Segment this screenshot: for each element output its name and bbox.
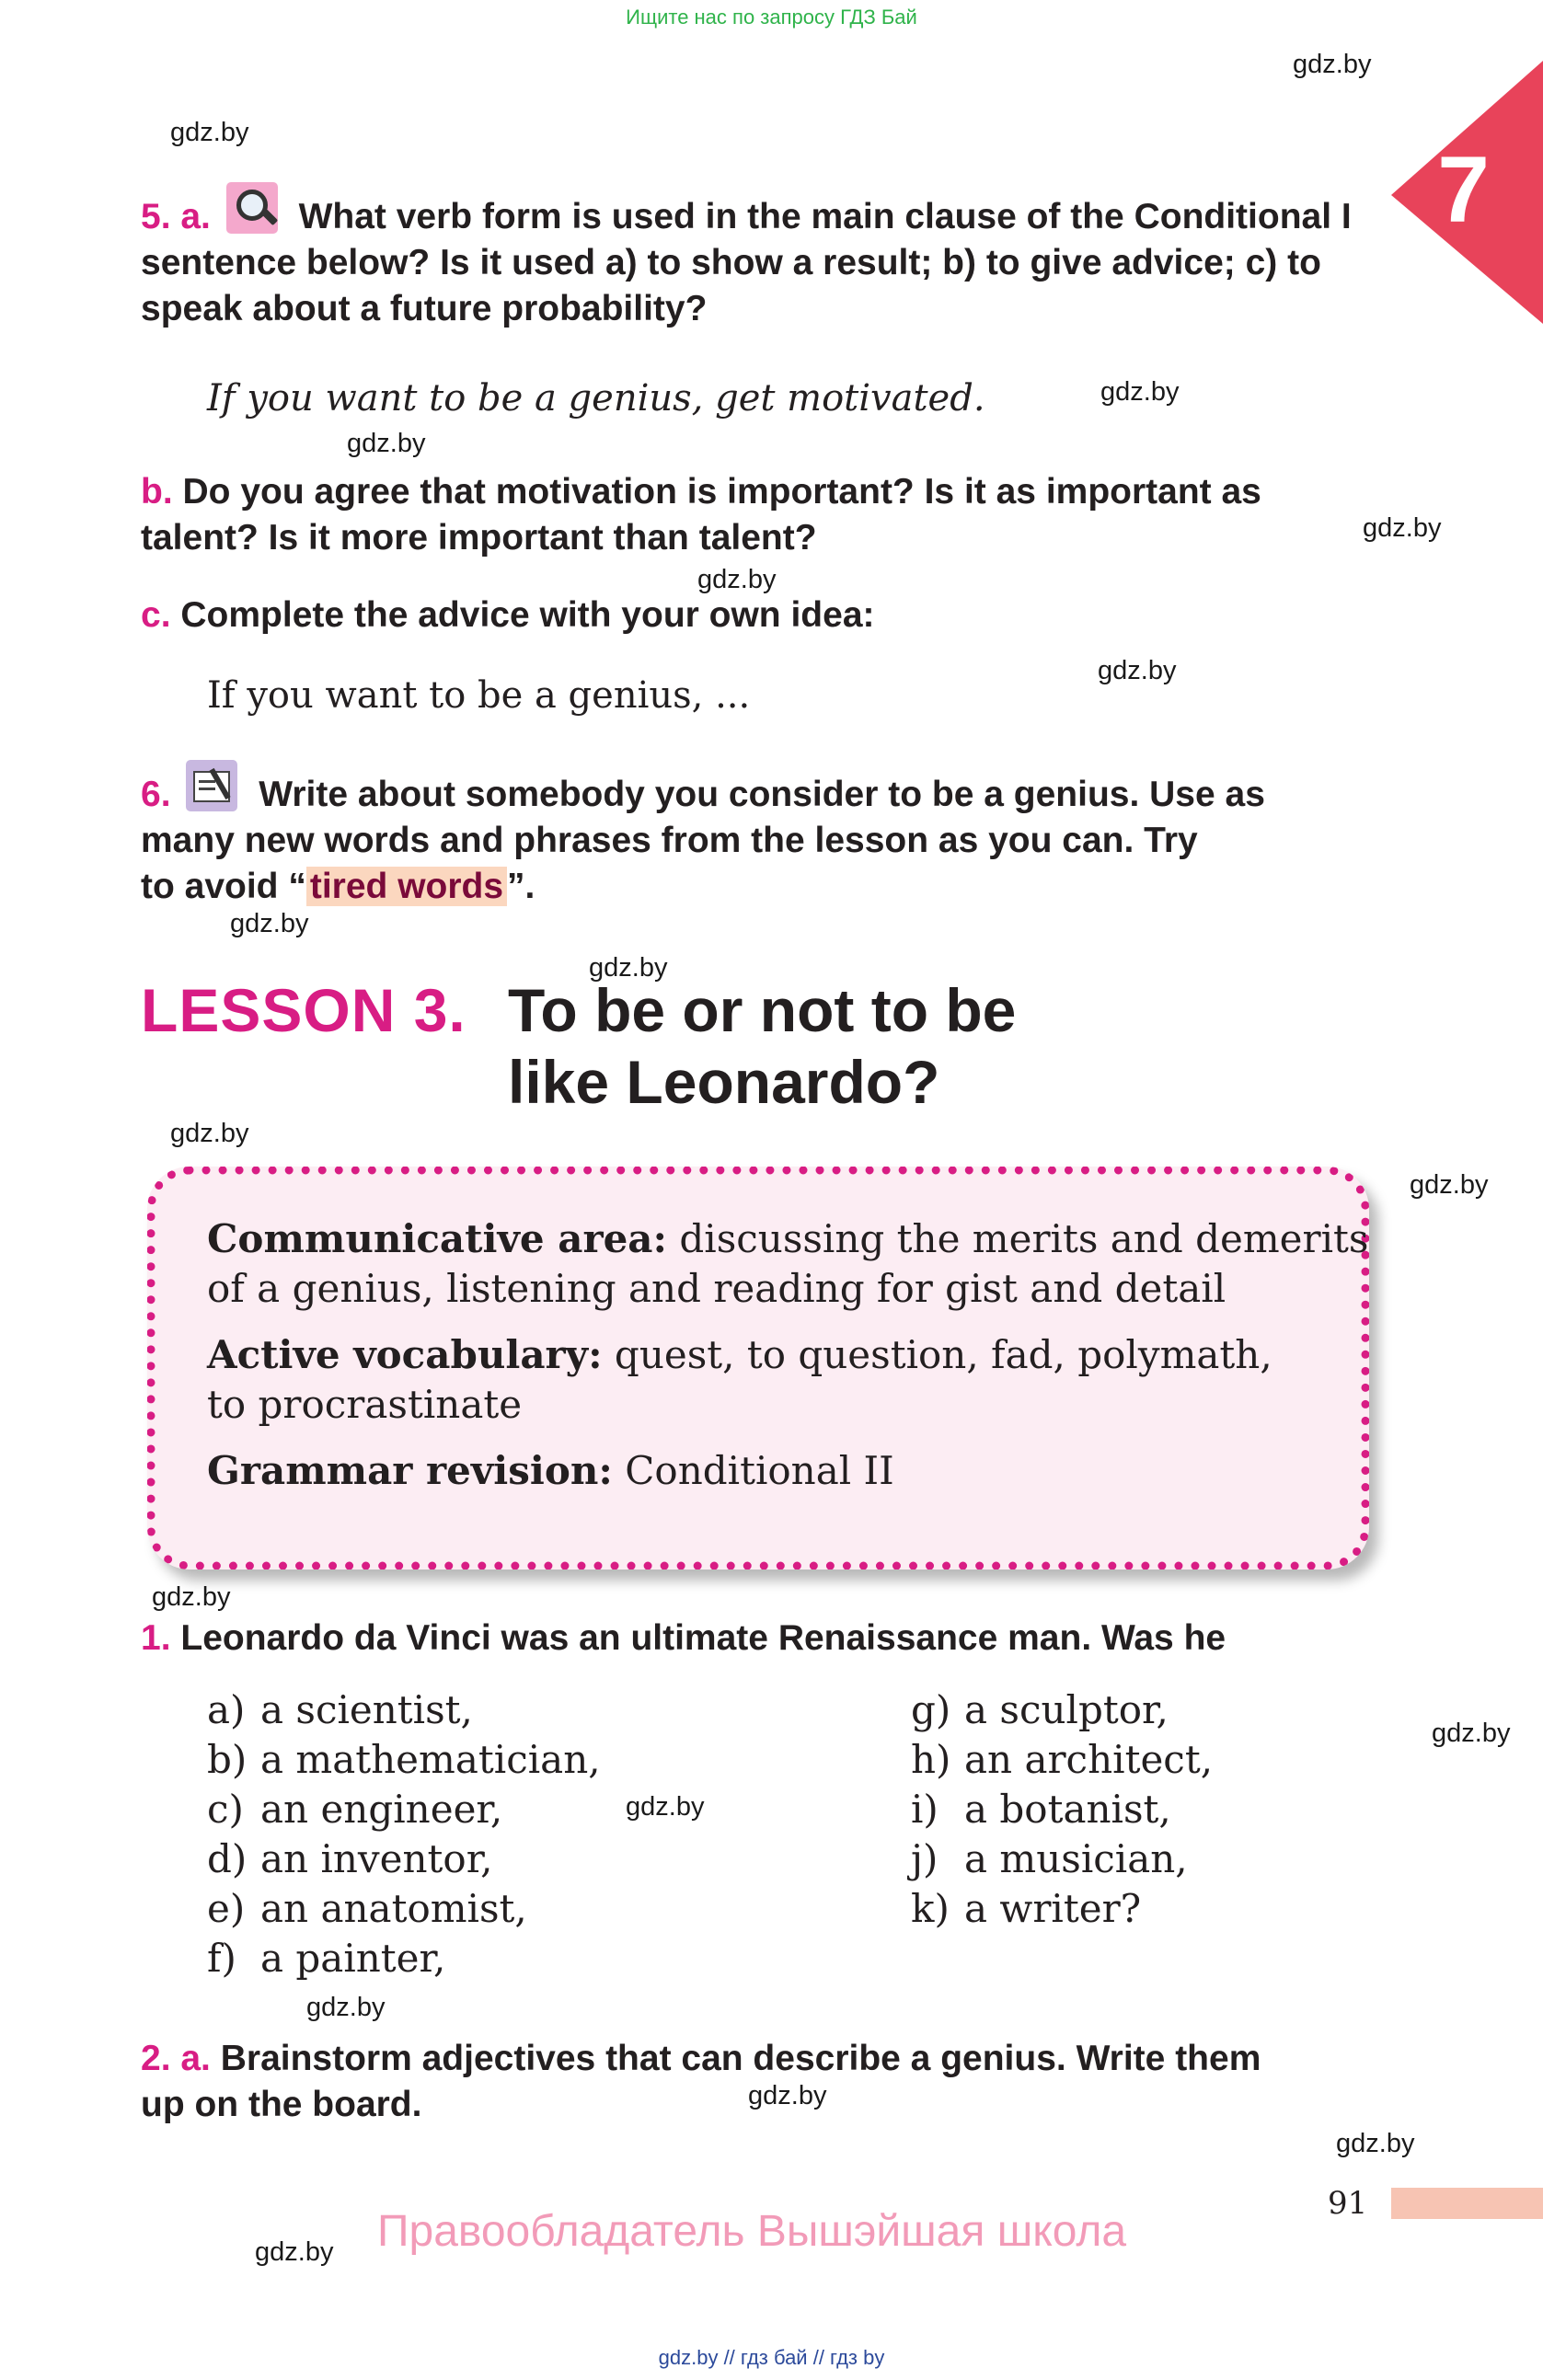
task-5b <box>141 469 1366 561</box>
item-key: f) <box>207 1936 236 1981</box>
item-value: a scientist, <box>260 1687 473 1732</box>
task-text: ”. <box>507 867 535 906</box>
active-vocabulary <box>207 1332 1272 1377</box>
item-key: h) <box>911 1737 951 1782</box>
watermark: gdz.by <box>1293 50 1372 79</box>
task-label: b. <box>141 472 173 512</box>
item-value: a mathematician, <box>260 1737 601 1782</box>
communicative-area <box>207 1216 1368 1261</box>
task-text: speak about a future probability? <box>141 289 708 328</box>
task-label: 2. a. <box>141 2039 211 2078</box>
watermark: gdz.by <box>255 2237 334 2267</box>
lesson-label: LESSON 3. <box>141 976 466 1044</box>
task-text: Brainstorm adjectives that can describe a genius. Write them <box>220 2039 1261 2078</box>
box-text: discussing the merits and demerits <box>667 1216 1369 1261</box>
task-text: sentence below? Is it used a) to show a result; b) to give advice; c) to <box>141 243 1321 282</box>
item-key: g) <box>911 1687 951 1732</box>
box-label: Communicative area: <box>207 1216 668 1261</box>
page-number: 91 <box>1328 2185 1368 2222</box>
item-value: an architect, <box>964 1737 1214 1782</box>
box-text: Conditional II <box>612 1448 894 1493</box>
task-label: 6. <box>141 775 171 814</box>
item-value: a writer? <box>964 1886 1142 1931</box>
watermark: gdz.by <box>170 1119 249 1148</box>
item-key: d) <box>207 1836 248 1881</box>
list-item <box>207 1785 601 1834</box>
watermark: gdz.by <box>1410 1170 1489 1200</box>
task-6 <box>141 760 1366 910</box>
watermark: gdz.by <box>170 118 249 147</box>
watermark: gdz.by <box>748 2081 827 2110</box>
example-sentence: If you want to be a genius, get motivated. <box>207 377 985 420</box>
list-item <box>207 1884 601 1934</box>
task-text: Complete the advice with your own idea: <box>180 595 875 635</box>
watermark: gdz.by <box>697 565 777 594</box>
list-item <box>911 1785 1213 1834</box>
grammar-revision <box>207 1448 894 1493</box>
list-item <box>911 1884 1213 1934</box>
item-value: a sculptor, <box>964 1687 1169 1732</box>
task-text: Write about somebody you consider to be a genius. Use as <box>259 775 1265 814</box>
watermark: gdz.by <box>1363 513 1442 543</box>
list-item <box>911 1685 1213 1735</box>
item-key: k) <box>911 1886 950 1931</box>
item-value: an engineer, <box>260 1787 503 1832</box>
bottom-links[interactable]: gdz.by // гдз бай // гдз by <box>658 2346 885 2369</box>
item-key: b) <box>207 1737 248 1782</box>
list-item <box>911 1834 1213 1884</box>
watermark: gdz.by <box>1100 377 1180 407</box>
task-text: to avoid “ <box>141 867 306 906</box>
list-item <box>207 1834 601 1884</box>
item-value: an inventor, <box>260 1836 493 1881</box>
task-text: What verb form is used in the main clause of the Conditional I <box>298 197 1352 236</box>
item-key: c) <box>207 1787 244 1832</box>
watermark: gdz.by <box>1432 1719 1511 1748</box>
magnifier-icon <box>226 182 278 234</box>
item-value: an anatomist, <box>260 1886 527 1931</box>
task-text: many new words and phrases from the lesson as you can. Try <box>141 821 1198 860</box>
box-text: quest, to question, fad, polymath, <box>602 1332 1272 1377</box>
item-key: j) <box>911 1836 938 1881</box>
list-item <box>207 1735 601 1785</box>
watermark: gdz.by <box>230 909 309 938</box>
watermark: gdz.by <box>1336 2129 1415 2158</box>
active-vocabulary-cont: to procrastinate <box>207 1382 523 1427</box>
watermark: gdz.by <box>306 1993 386 2022</box>
item-key: a) <box>207 1687 246 1732</box>
box-label: Active vocabulary: <box>207 1332 603 1377</box>
item-value: a musician, <box>964 1836 1188 1881</box>
lesson-title: To be or not to be <box>508 976 1017 1044</box>
task-text: up on the board. <box>141 2085 422 2124</box>
task-5c <box>141 592 1366 638</box>
task-text: Do you agree that motivation is important? Is it as important as <box>182 472 1261 512</box>
copyright-footer: Правообладатель Вышэйшая школа <box>377 2207 1127 2256</box>
box-label: Grammar revision: <box>207 1448 613 1493</box>
list-item <box>911 1735 1213 1785</box>
item-key: e) <box>207 1886 246 1931</box>
task-text: Leonardo da Vinci was an ultimate Renaissance man. Was he <box>180 1618 1226 1658</box>
list-item <box>207 1934 601 1983</box>
watermark: gdz.by <box>1098 656 1177 685</box>
item-value: a painter, <box>260 1936 446 1981</box>
watermark: gdz.by <box>589 953 668 983</box>
list-item <box>207 1685 601 1735</box>
task-5a <box>141 182 1366 332</box>
task-text: talent? Is it more important than talent? <box>141 518 817 558</box>
lesson-title: like Leonardo? <box>508 1048 940 1116</box>
watermark: gdz.by <box>626 1792 705 1822</box>
item-value: a botanist, <box>964 1787 1171 1832</box>
communicative-area-cont: of a genius, listening and reading for gist and detail <box>207 1266 1226 1311</box>
page-number-bar <box>1391 2188 1543 2219</box>
highlight-tired-words: tired words <box>306 867 507 906</box>
task-1 <box>141 1615 1366 1661</box>
top-banner[interactable]: Ищите нас по запросу ГДЗ Бай <box>626 6 917 29</box>
options-right <box>911 1685 1213 1934</box>
task-2a <box>141 2036 1366 2128</box>
watermark: gdz.by <box>347 429 426 458</box>
watermark: gdz.by <box>152 1582 231 1612</box>
item-key: i) <box>911 1787 938 1832</box>
example-sentence: If you want to be a genius, ... <box>207 674 751 717</box>
options-left <box>207 1685 601 1983</box>
task-label: 1. <box>141 1618 171 1658</box>
task-label: c. <box>141 595 171 635</box>
chapter-number: 7 <box>1437 137 1490 242</box>
task-label: 5. a. <box>141 197 211 236</box>
writing-icon <box>186 760 237 811</box>
